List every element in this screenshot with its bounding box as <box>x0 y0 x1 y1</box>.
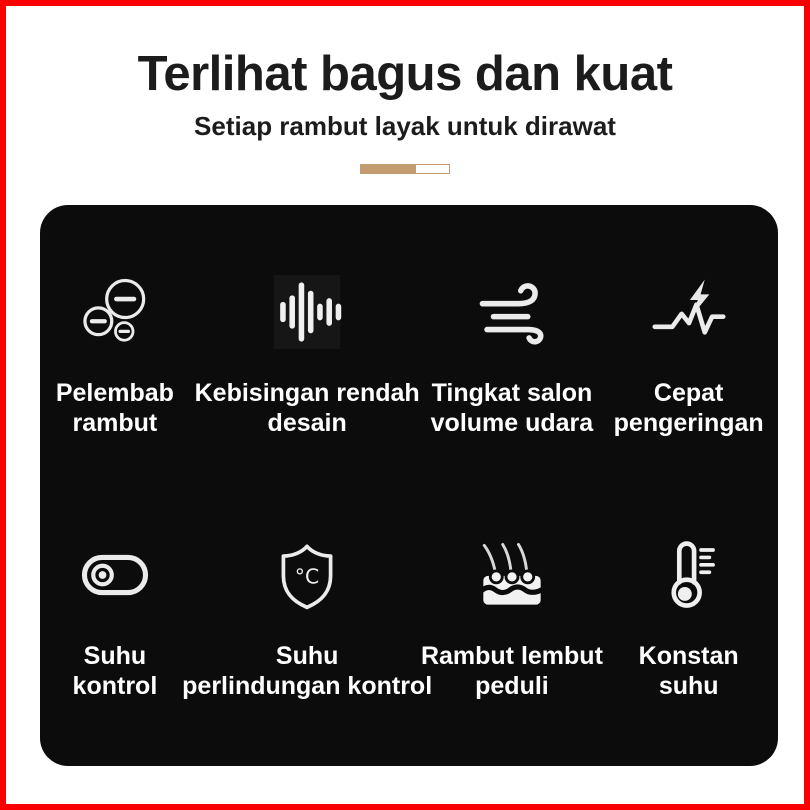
feature-label: Cepat pengeringan <box>613 379 764 438</box>
feature-card-hair-care <box>420 538 603 701</box>
feature-label: Suhu perlindungan kontrol <box>182 642 433 701</box>
accent-divider-bar <box>360 164 450 174</box>
temperature-toggle-switch-icon <box>78 538 152 612</box>
feature-label: Pelembab rambut <box>55 379 174 438</box>
fast-drying-pulse-bolt-icon <box>652 275 726 349</box>
airflow-wind-icon <box>475 275 549 349</box>
low-noise-soundwave-icon <box>270 275 344 349</box>
feature-card-constant-temp <box>599 538 778 701</box>
soft-hair-care-follicle-icon <box>475 538 549 612</box>
feature-label: Konstan suhu <box>638 642 739 701</box>
feature-label: Rambut lembut peduli <box>420 642 603 701</box>
feature-card-fast-dry <box>599 275 778 438</box>
feature-label: Kebisingan rendah desain <box>194 379 420 438</box>
feature-card-moisturize <box>40 275 190 438</box>
feature-label: Tingkat salon volume udara <box>430 379 594 438</box>
shield-degree-label: °C <box>294 564 320 589</box>
feature-card-temp-protection <box>182 538 433 701</box>
feature-label: Suhu kontrol <box>72 642 158 701</box>
accent-divider-fill <box>361 165 416 173</box>
feature-card-low-noise <box>190 275 425 438</box>
feature-card-temp-control <box>40 538 190 701</box>
feature-card-airflow <box>424 275 599 438</box>
page-title: Terlihat bagus dan kuat <box>137 47 673 101</box>
constant-temp-thermometer-icon <box>652 538 726 612</box>
feature-panel <box>40 205 778 766</box>
header <box>6 46 804 174</box>
moisturize-bubbles-icon <box>78 275 152 349</box>
temperature-protection-shield-icon <box>270 538 344 612</box>
page-subtitle: Setiap rambut layak untuk dirawat <box>194 111 616 142</box>
